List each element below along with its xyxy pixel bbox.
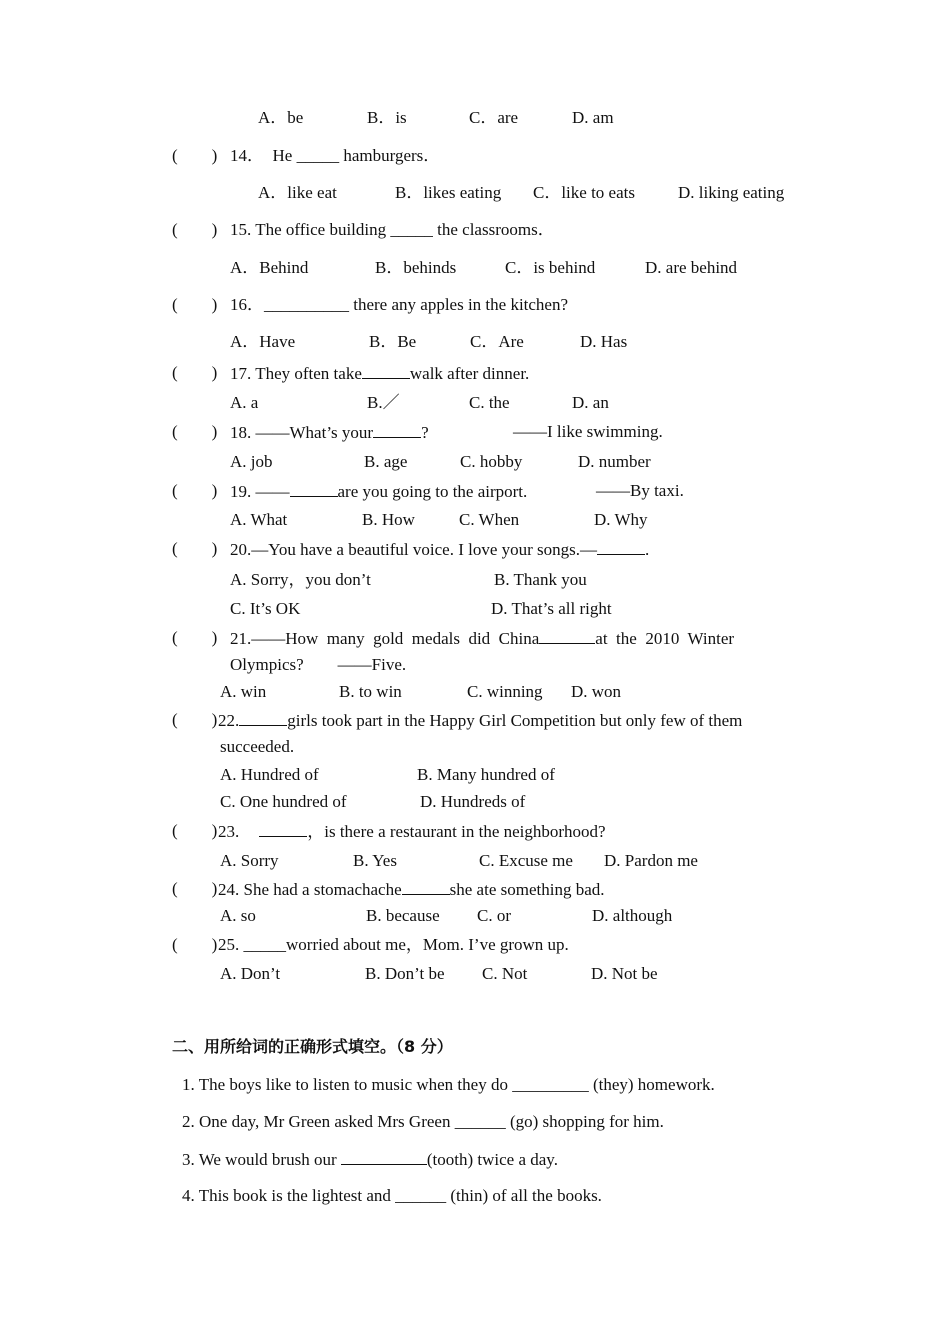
q18-option-d: D. number bbox=[578, 452, 651, 471]
q15-blank[interactable]: _____ bbox=[390, 220, 433, 239]
q25-option-c: C. Not bbox=[482, 964, 528, 983]
q24-option-d: D. although bbox=[592, 906, 673, 925]
q21-blank[interactable] bbox=[539, 628, 595, 644]
section2-item-2-blank[interactable]: ______ bbox=[454, 1112, 506, 1131]
q17-stem: 17. They often take walk after dinner. bbox=[230, 364, 530, 383]
q18-option-b: B. age bbox=[364, 452, 408, 471]
q19-option-a: A. What bbox=[230, 510, 288, 529]
q16-stem: 16．__________ there any apples in the kitchen? bbox=[230, 295, 569, 314]
q20-option-c: C. It’s OK bbox=[230, 599, 301, 618]
q16-option-a: A．Have bbox=[230, 332, 296, 351]
q24-option-c: C. or bbox=[477, 906, 511, 925]
q20-option-b: B. Thank you bbox=[494, 570, 587, 589]
section2-item-2: 2. One day, Mr Green asked Mrs Green ______ (go) shopping for him. bbox=[182, 1112, 664, 1131]
q22-option-b: B. Many hundred of bbox=[417, 765, 555, 784]
q14-option-a: A．like eat bbox=[258, 183, 337, 202]
q13-option-d: D. am bbox=[572, 108, 614, 127]
q19-reply: ——By taxi. bbox=[596, 481, 684, 500]
q22-stem-line2: succeeded. bbox=[220, 737, 295, 756]
q15-option-d: D. are behind bbox=[645, 258, 738, 277]
q24-option-b: B. because bbox=[366, 906, 440, 925]
q23-option-d: D. Pardon me bbox=[604, 851, 698, 870]
q19-option-b: B. How bbox=[362, 510, 415, 529]
q24-option-a: A. so bbox=[220, 906, 256, 925]
q18-blank[interactable] bbox=[373, 422, 421, 438]
q20-option-d: D. That’s all right bbox=[491, 599, 612, 618]
q21-stem: 21.——How many gold medals did China at the 2010 Winter bbox=[230, 629, 735, 648]
q19-answer-bracket[interactable]: ( ) bbox=[172, 481, 218, 500]
q14-option-b: B．likes eating bbox=[395, 183, 502, 202]
q15-stem: 15. The office building _____ the classrooms． bbox=[230, 220, 555, 239]
q19-blank[interactable] bbox=[290, 481, 338, 497]
q13-option-a: A．be bbox=[258, 108, 304, 127]
q13-option-b: B．is bbox=[367, 108, 407, 127]
q23-blank[interactable] bbox=[259, 821, 307, 837]
q23-answer-bracket[interactable]: ( ) bbox=[172, 821, 218, 840]
q25-option-d: D. Not be bbox=[591, 964, 658, 983]
q17-option-a: A. a bbox=[230, 393, 259, 412]
q18-option-c: C. hobby bbox=[460, 452, 523, 471]
q22-blank[interactable] bbox=[239, 710, 287, 726]
section2-item-4-blank[interactable]: ______ bbox=[395, 1186, 447, 1205]
q25-option-a: A. Don’t bbox=[220, 964, 281, 983]
q18-stem: 18. ——What’s your ? bbox=[230, 423, 429, 442]
q21-option-a: A. win bbox=[220, 682, 267, 701]
section2-item-1-blank[interactable]: _________ bbox=[512, 1075, 589, 1094]
q18-option-a: A. job bbox=[230, 452, 273, 471]
q16-blank[interactable]: __________ bbox=[264, 295, 349, 314]
q21-answer-bracket[interactable]: ( ) bbox=[172, 628, 218, 647]
q19-stem: 19. —— are you going to the airport. bbox=[230, 482, 528, 501]
q23-option-a: A. Sorry bbox=[220, 851, 279, 870]
q15-option-a: A．Behind bbox=[230, 258, 309, 277]
q22-stem: 22. girls took part in the Happy Girl Competition but only few of them bbox=[218, 711, 743, 730]
q18-answer-bracket[interactable]: ( ) bbox=[172, 422, 218, 441]
section2-item-1: 1. The boys like to listen to music when they do _________ (they) homework. bbox=[182, 1075, 715, 1094]
q22-answer-bracket[interactable]: ( ) bbox=[172, 710, 218, 729]
q14-stem: 14． He _____ hamburgers． bbox=[230, 146, 441, 165]
q16-option-d: D. Has bbox=[580, 332, 628, 351]
q17-option-c: C. the bbox=[469, 393, 510, 412]
section2-title: 二、用所给词的正确形式填空。（8 分） bbox=[172, 1037, 453, 1056]
q24-blank[interactable] bbox=[402, 879, 450, 895]
q25-stem: 25. _____worried about me，Mom. I’ve grown up. bbox=[218, 935, 569, 954]
q17-option-d: D. an bbox=[572, 393, 609, 412]
q20-stem: 20.—You have a beautiful voice. I love your songs.— . bbox=[230, 540, 650, 559]
section2-item-4: 4. This book is the lightest and ______ (thin) of all the books. bbox=[182, 1186, 602, 1205]
q20-blank[interactable] bbox=[597, 539, 645, 555]
q15-option-c: C．is behind bbox=[505, 258, 596, 277]
q21-option-b: B. to win bbox=[339, 682, 402, 701]
q17-answer-bracket[interactable]: ( ) bbox=[172, 363, 218, 382]
q17-option-b: B.／ bbox=[367, 393, 400, 412]
q25-answer-bracket[interactable]: ( ) bbox=[172, 935, 218, 954]
q22-option-a: A. Hundred of bbox=[220, 765, 319, 784]
q15-answer-bracket[interactable]: ( ) bbox=[172, 220, 218, 239]
q22-option-d: D. Hundreds of bbox=[420, 792, 526, 811]
section2-item-3-blank[interactable] bbox=[341, 1149, 427, 1165]
q23-option-c: C. Excuse me bbox=[479, 851, 573, 870]
q16-option-b: B．Be bbox=[369, 332, 417, 351]
q20-option-a: A. Sorry，you don’t bbox=[230, 570, 371, 589]
q23-stem: 23. ，is there a restaurant in the neighborhood? bbox=[218, 822, 606, 841]
q13-option-c: C．are bbox=[469, 108, 519, 127]
q24-answer-bracket[interactable]: ( ) bbox=[172, 879, 218, 898]
q24-stem: 24. She had a stomachache she ate something bad. bbox=[218, 880, 605, 899]
q14-option-c: C．like to eats bbox=[533, 183, 635, 202]
q15-option-b: B．behinds bbox=[375, 258, 457, 277]
q20-answer-bracket[interactable]: ( ) bbox=[172, 539, 218, 558]
q17-blank[interactable] bbox=[362, 363, 410, 379]
q16-answer-bracket[interactable]: ( ) bbox=[172, 295, 218, 314]
q18-reply: ——I like swimming. bbox=[513, 422, 663, 441]
q21-option-c: C. winning bbox=[467, 682, 543, 701]
q19-option-c: C. When bbox=[459, 510, 520, 529]
q21-stem-line2: Olympics? ——Five. bbox=[230, 655, 407, 674]
q21-option-d: D. won bbox=[571, 682, 622, 701]
q25-option-b: B. Don’t be bbox=[365, 964, 445, 983]
q23-option-b: B. Yes bbox=[353, 851, 397, 870]
q19-option-d: D. Why bbox=[594, 510, 648, 529]
q16-option-c: C．Are bbox=[470, 332, 524, 351]
q22-option-c: C. One hundred of bbox=[220, 792, 347, 811]
q14-blank[interactable]: _____ bbox=[296, 146, 340, 165]
q14-answer-bracket[interactable]: ( ) bbox=[172, 146, 218, 165]
q14-option-d: D. liking eating bbox=[678, 183, 785, 202]
section2-item-3: 3. We would brush our (tooth) twice a day. bbox=[182, 1150, 558, 1169]
q25-blank[interactable]: _____ bbox=[243, 935, 286, 954]
